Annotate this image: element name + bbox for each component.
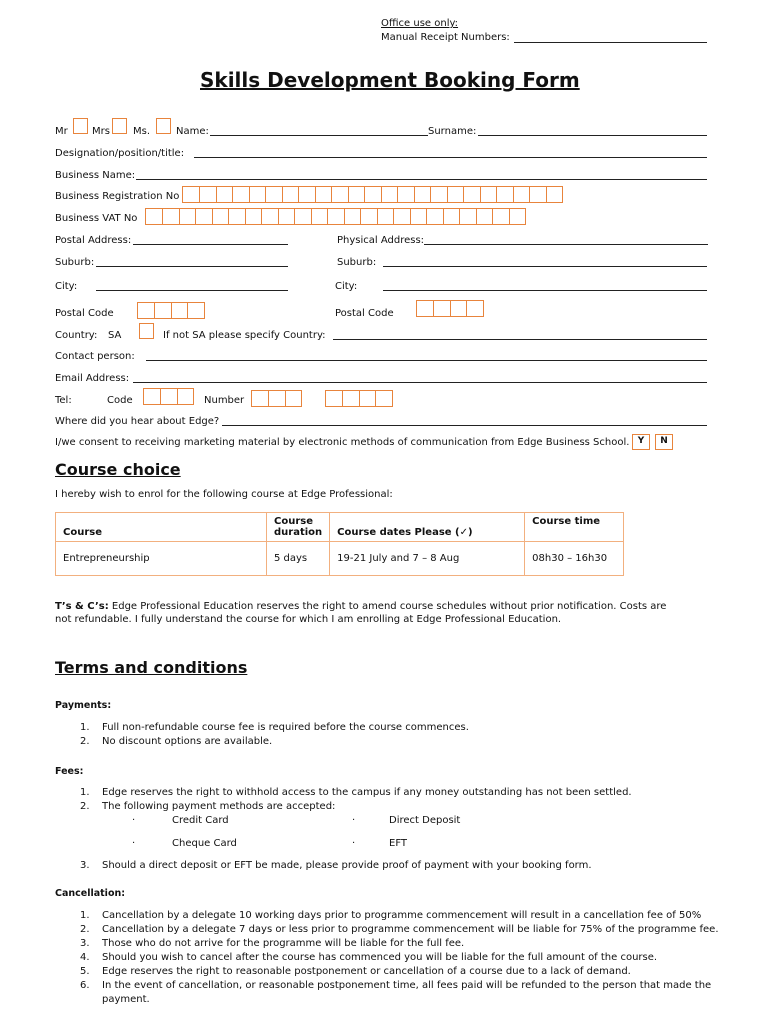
row-duration: 5 days: [267, 542, 330, 576]
header-duration-line1: Course: [274, 516, 313, 527]
list-item: 2. The following payment methods are accepted:: [80, 801, 336, 812]
tel-code-label: Code: [107, 395, 133, 406]
list-item: 1. Full non-refundable course fee is required before the course commences.: [80, 722, 469, 733]
business-reg-boxes[interactable]: [182, 186, 563, 203]
city-left-label: City:: [55, 281, 78, 292]
fees-list: [55, 786, 632, 814]
list-item: 4. Should you wish to cancel after the course has commenced you will be liable for the full amount of the course.: [80, 952, 658, 963]
tel-code-boxes[interactable]: [143, 388, 194, 405]
table-row[interactable]: [56, 542, 624, 576]
consent-label: I/we consent to receiving marketing material by electronic methods of communication from Edge Business School.: [55, 437, 630, 448]
list-item: 2. No discount options are available.: [80, 736, 273, 747]
page-title: Skills Development Booking Form: [200, 68, 580, 92]
cancellation-list: [55, 909, 735, 1007]
name-field[interactable]: [210, 135, 428, 136]
tel-label: Tel:: [55, 395, 72, 406]
mrs-checkbox[interactable]: [112, 118, 127, 134]
tcs-paragraph: [55, 600, 675, 626]
payments-list: [55, 721, 469, 749]
row-time: 08h30 – 16h30: [525, 542, 624, 576]
not-sa-label: If not SA please specify Country:: [163, 330, 326, 341]
header-duration-line2: duration: [274, 527, 323, 538]
header-course: Course: [56, 513, 267, 542]
list-item: 1. Edge reserves the right to withhold access to the campus if any money outstanding has not been settled.: [80, 787, 632, 798]
contact-person-field[interactable]: [146, 360, 707, 361]
row-course: Entrepreneurship: [56, 542, 267, 576]
surname-label: Surname:: [428, 126, 477, 137]
suburb-left-label: Suburb:: [55, 257, 95, 268]
other-country-field[interactable]: [333, 339, 707, 340]
surname-field[interactable]: [478, 135, 707, 136]
mr-label: Mr: [55, 126, 68, 137]
business-name-label: Business Name:: [55, 170, 136, 181]
contact-person-label: Contact person:: [55, 351, 135, 362]
business-reg-label: Business Registration No: [55, 191, 180, 202]
postal-code-right-boxes[interactable]: [416, 300, 484, 317]
tel-number-boxes-a[interactable]: [251, 390, 302, 407]
physical-address-label: Physical Address:: [337, 235, 425, 246]
suburb-right-label: Suburb:: [337, 257, 377, 268]
ms-checkbox[interactable]: [156, 118, 171, 134]
manual-receipt-label: Manual Receipt Numbers:: [381, 32, 510, 43]
business-name-field[interactable]: [136, 179, 707, 180]
cancellation-label: Cancellation:: [55, 888, 126, 899]
country-sa-checkbox[interactable]: [139, 323, 154, 339]
header-time: Course time: [525, 513, 624, 542]
course-intro: I hereby wish to enrol for the following course at Edge Professional:: [55, 489, 393, 500]
tel-number-boxes-b[interactable]: [325, 390, 393, 407]
method-cheque-card: Cheque Card: [172, 838, 237, 849]
header-duration: [267, 513, 330, 542]
business-vat-label: Business VAT No: [55, 213, 138, 224]
mrs-label: Mrs: [92, 126, 110, 137]
course-choice-heading: Course choice: [55, 460, 181, 479]
suburb-right-field[interactable]: [383, 266, 707, 267]
row-dates[interactable]: 19-21 July and 7 – 8 Aug: [330, 542, 525, 576]
city-right-field[interactable]: [383, 290, 707, 291]
office-use-label: Office use only:: [381, 18, 459, 29]
mr-checkbox[interactable]: [73, 118, 88, 134]
list-item: 2. Cancellation by a delegate 7 days or less prior to programme commencement will be liable for 75% of the programme fee.: [80, 924, 719, 935]
designation-label: Designation/position/title:: [55, 148, 185, 159]
list-item: 3. Those who do not arrive for the programme will be liable for the full fee.: [80, 938, 465, 949]
manual-receipt-field[interactable]: [514, 42, 707, 43]
fees-list-cont: [55, 859, 592, 873]
terms-heading: Terms and conditions: [55, 658, 248, 677]
payments-label: Payments:: [55, 700, 112, 711]
country-label: Country:: [55, 330, 98, 341]
business-vat-boxes[interactable]: [145, 208, 526, 225]
hear-about-field[interactable]: [222, 425, 707, 426]
consent-no-box[interactable]: N: [655, 434, 673, 450]
suburb-left-field[interactable]: [96, 266, 288, 267]
email-field[interactable]: [133, 382, 707, 383]
country-value: SA: [108, 330, 122, 341]
list-item: 5. Edge reserves the right to reasonable postponement or cancellation of a course due to a lack of demand.: [80, 966, 631, 977]
consent-yes-box[interactable]: Y: [632, 434, 650, 450]
tcs-text: Edge Professional Education reserves the right to amend course schedules without prior notification. Costs are not refundable. I fully understand the course for which I am enrolling at Edge Professional Education.: [55, 601, 667, 625]
course-table-header: [56, 513, 624, 542]
method-credit-card: Credit Card: [172, 815, 229, 826]
ms-label: Ms.: [133, 126, 151, 137]
hear-about-label: Where did you hear about Edge?: [55, 416, 220, 427]
fees-label: Fees:: [55, 766, 84, 777]
header-dates: Course dates Please (✓): [330, 513, 525, 542]
postal-code-left-label: Postal Code: [55, 308, 114, 319]
course-table: [55, 512, 624, 576]
postal-address-label: Postal Address:: [55, 235, 132, 246]
method-eft: EFT: [389, 838, 408, 849]
city-right-label: City:: [335, 281, 358, 292]
city-left-field[interactable]: [96, 290, 288, 291]
tel-number-label: Number: [204, 395, 245, 406]
postal-code-left-boxes[interactable]: [137, 302, 205, 319]
physical-address-field[interactable]: [424, 244, 708, 245]
name-label: Name:: [176, 126, 209, 137]
list-item: 1. Cancellation by a delegate 10 working days prior to programme commencement will result in a cancellation fee of 50%: [80, 910, 702, 921]
tcs-label: T’s & C’s:: [55, 601, 109, 612]
postal-code-right-label: Postal Code: [335, 308, 394, 319]
email-label: Email Address:: [55, 373, 130, 384]
list-item: 3. Should a direct deposit or EFT be made, please provide proof of payment with your booking form.: [80, 860, 592, 871]
designation-field[interactable]: [194, 157, 707, 158]
method-direct-deposit: Direct Deposit: [389, 815, 461, 826]
postal-address-field[interactable]: [133, 244, 288, 245]
list-item: 6. In the event of cancellation, or reasonable postponement time, all fees paid will be refunded to the person that made the payment.: [80, 980, 712, 1005]
